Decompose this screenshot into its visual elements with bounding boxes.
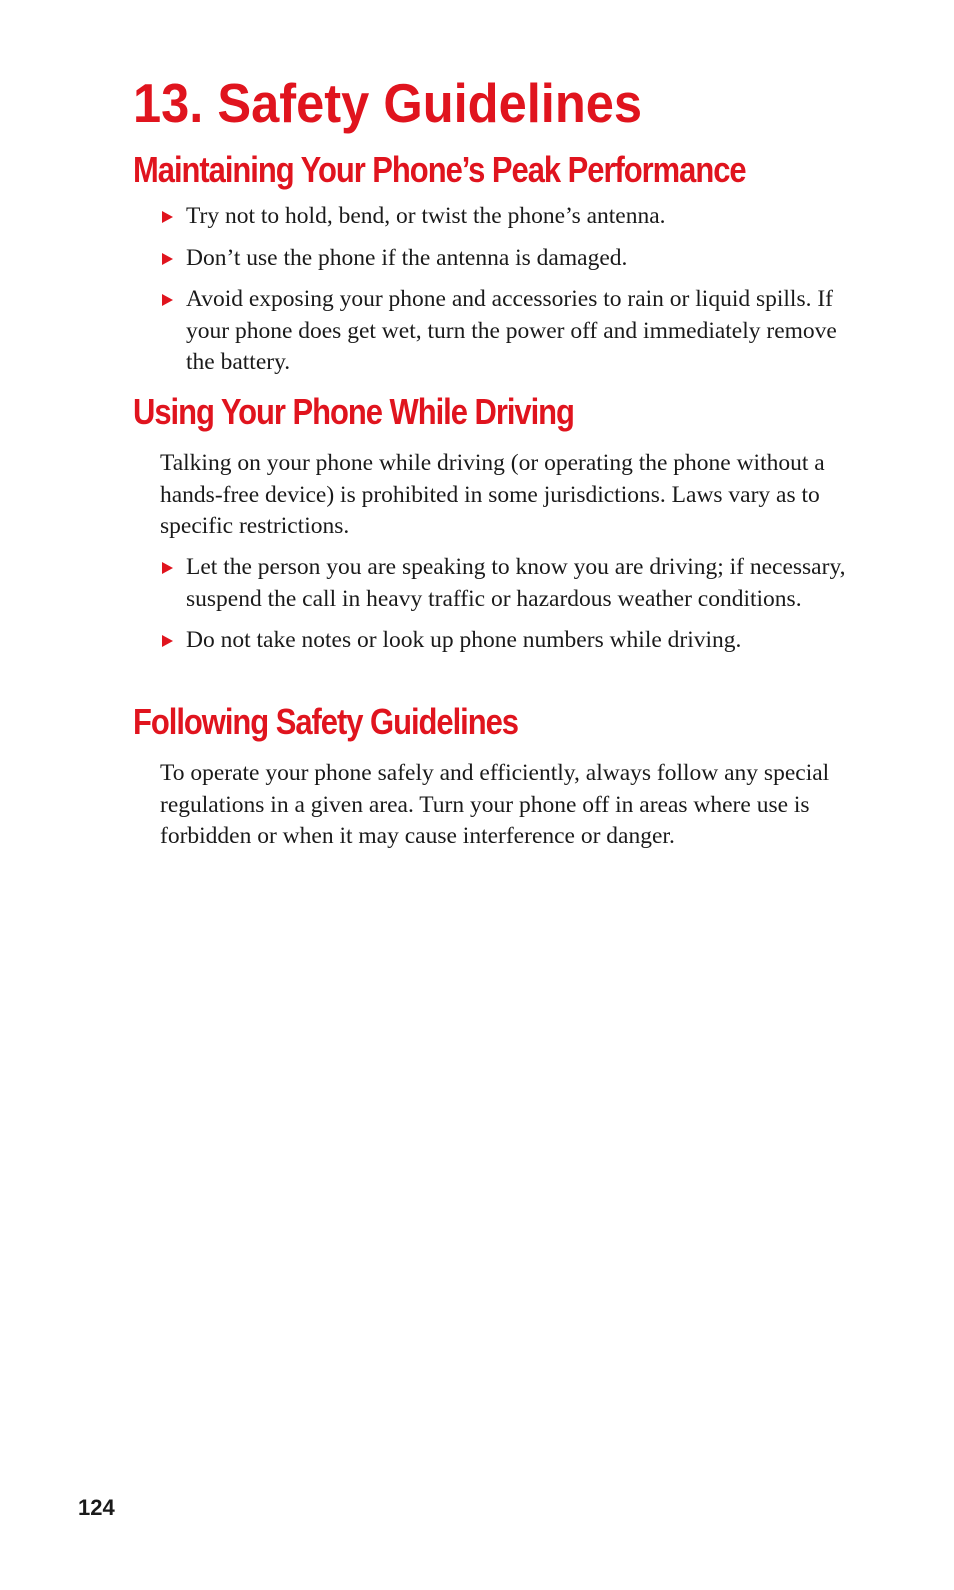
triangle-bullet-icon xyxy=(162,253,173,265)
triangle-bullet-icon xyxy=(162,211,173,223)
chapter-title: 13. Safety Guidelines xyxy=(133,72,643,134)
section-heading-driving: Using Your Phone While Driving xyxy=(133,391,574,432)
list-item-text: Try not to hold, bend, or twist the phone’s antenna. xyxy=(186,203,666,229)
bullet-list-peak-performance xyxy=(160,201,850,389)
list-item xyxy=(160,243,850,275)
body-paragraph-driving: Talking on your phone while driving (or operating the phone without a hands-free device) is prohibited in some jurisdictions. Laws vary as to specific restrictions. xyxy=(160,450,825,539)
list-item xyxy=(160,201,850,233)
section-heading-safety-guidelines: Following Safety Guidelines xyxy=(133,701,518,742)
section-heading-peak-performance: Maintaining Your Phone’s Peak Performance xyxy=(133,149,746,190)
body-paragraph-safety-guidelines: To operate your phone safely and efficiently, always follow any special regulations in a given area. Turn your phone off in areas where use is forbidden or when it may cause interference or danger. xyxy=(160,760,830,849)
page-number: 124 xyxy=(78,1495,115,1520)
list-item xyxy=(160,625,850,657)
list-item-text: Do not take notes or look up phone numbers while driving. xyxy=(186,627,742,653)
list-item xyxy=(160,284,850,379)
triangle-bullet-icon xyxy=(162,294,173,306)
list-item-text: Don’t use the phone if the antenna is damaged. xyxy=(186,244,628,271)
list-item-text: Let the person you are speaking to know you are driving; if necessary, suspend the call in heavy traffic or hazardous weather conditions. xyxy=(186,554,846,612)
triangle-bullet-icon xyxy=(162,635,173,647)
bullet-list-driving xyxy=(160,552,850,667)
triangle-bullet-icon xyxy=(162,562,173,574)
list-item-text: Avoid exposing your phone and accessories to rain or liquid spills. If your phone does get wet, turn the power off and immediately remove the battery. xyxy=(186,286,837,375)
list-item xyxy=(160,552,850,615)
